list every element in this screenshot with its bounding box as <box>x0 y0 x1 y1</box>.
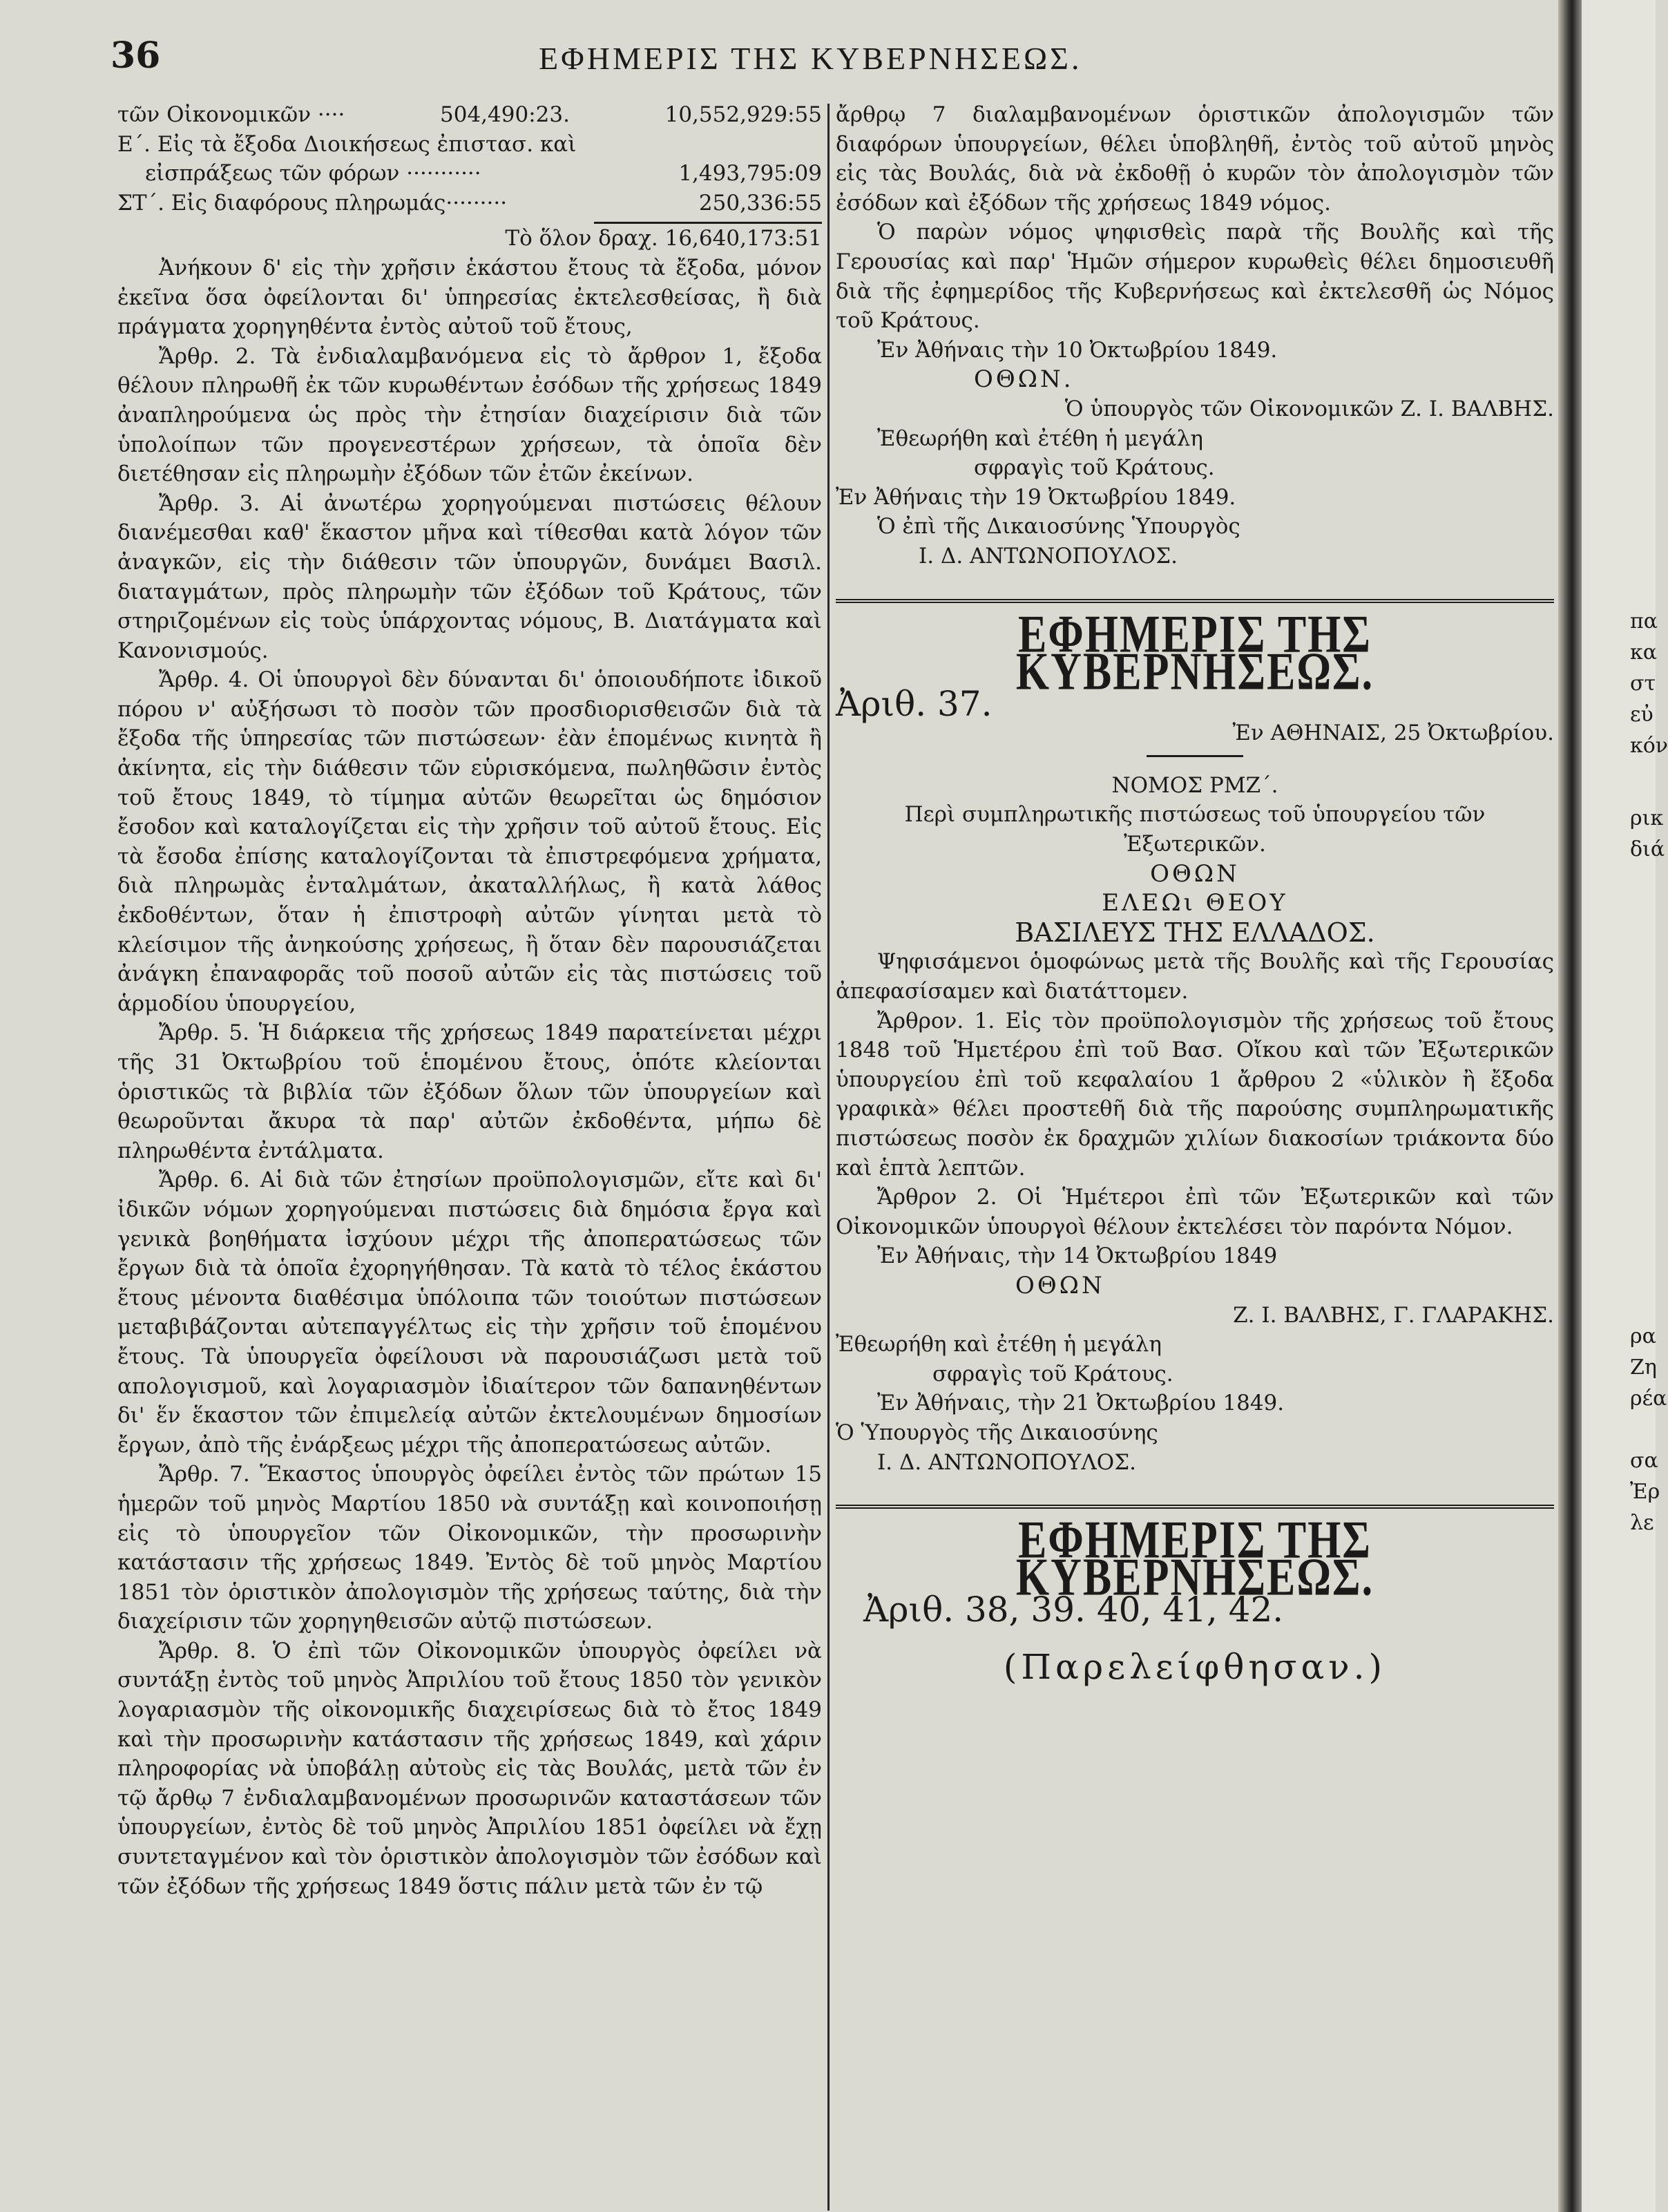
date-line: Ἐν Ἀθήναις τὴν 19 Ὀκτωβρίου 1849. <box>836 484 1236 510</box>
article-2: Ἄρθρον 2. Οἱ Ἡμέτεροι ἐπὶ τῶν Ἐξωτερικῶν καὶ τῶν Οἰκονομικῶν ὑπουργοὶ θέλουν ἐκτελέσει τὸν παρόντα Νόμον. <box>836 1185 1554 1239</box>
fragment: κα <box>1630 640 1658 665</box>
fragment: στ <box>1630 671 1656 696</box>
justice-minister-title: Ὁ ἐπὶ τῆς Δικαιοσύνης Ὑπουργὸς <box>877 514 1240 540</box>
law-title: ΝΟΜΟΣ ΡΜΖ΄. <box>1111 772 1278 798</box>
budget-label: τῶν Οἰκονομικῶν ···· <box>117 102 345 127</box>
fragment: διά <box>1630 837 1665 861</box>
fragment: σα <box>1630 1449 1658 1473</box>
fragment: Ἐρ <box>1630 1480 1660 1504</box>
minister-signatures: Ζ. Ι. ΒΑΛΒΗΣ, Γ. ΓΛΑΡΑΚΗΣ. <box>1233 1302 1554 1328</box>
issue-number: Ἀριθ. 37. <box>836 683 993 724</box>
fragment: ρα <box>1630 1324 1656 1348</box>
date-line: Ἐν Ἀθήναις, τὴν 21 Ὀκτωβρίου 1849. <box>877 1391 1285 1416</box>
article-4: Ἄρθρ. 4. Οἱ ὑπουργοὶ δὲν δύνανται δι' ὁποιουδήποτε ἰδικοῦ πόρου ν' αὐξήσωσι τὸ ποσὸν τῶν προσδιορισθεισῶν διὰ τὰ ἔξοδα τῆς ὑπηρεσίας τῶν πιστώσεων· ἐὰν ἑπομένως κινητὰ ἢ ἀκίνητα, εἰς τὴν διάθεσιν τῶν εὑρισκόμενα, πωληθῶσιν ἐντὸς τοῦ ἔτους 1849, τὸ τίμημα αὐτῶν θεωρεῖται ὡς δημόσιον ἔσοδον καὶ καταλογίζεται εἰς τὴν χρῆσιν τοῦ αὐτοῦ ἔτους. Εἰς τὰ ἔσοδα ἐπίσης καταλογίζονται τὰ ἐπιστρεφόμενα χρήματα, διὰ πληρωμὰς ἐνταλμάτων, ἀκαταλλήλως, ἢ κατὰ λάθος ἐκδοθέντων, ὅταν ἡ ἐπιστροφὴ αὐτῶν γίνηται μετὰ τὸ κλείσιμον τῆς ἀνηκούσης χρήσεως, ἢ ὅταν δὲν παρουσιάζεται ἀνάγκη ἐπαναφορᾶς τοῦ ποσοῦ αὐτῶν εἰς τὰς πιστώσεις τοῦ ἁρμοδίου ὑπουργείου, <box>117 667 822 1016</box>
dateline: Ἐν ΑΘΗΝΑΙΣ, 25 Ὀκτωβρίου. <box>1232 721 1554 746</box>
article-6: Ἄρθρ. 6. Αἱ διὰ τῶν ἐτησίων προϋπολογισμῶν, εἴτε καὶ δι' ἰδικῶν νόμων χορηγούμεναι πιστώσεις διὰ δημόσια ἔργα καὶ γενικὰ βοηθήματα ἰσχύουν μέχρι τῆς ἀποπερατώσεως τῶν ἔργων διὰ τὰ ὁποῖα ἐχορηγήθησαν. Τὰ κατὰ τὸ τέλος ἑκάστου ἔτους μένοντα διαθέσιμα ὑπόλοιπα τῶν τοιούτων πιστώσεων μεταβιβάζονται αὐτεπαγγέλτως εἰς τὴν χρῆσιν τοῦ ἑπομένου ἔτους. Τὰ ὑπουργεῖα ὀφείλουσι νὰ παρουσιάζωσι μετὰ τοῦ απολογισμοῦ, καὶ λογαριασμὸν ἰδιαίτερον τῶν δαπανηθέντων δι' ἕν ἕκαστον τῶν ἐπιμελείᾳ αὐτῶν ἐκτελουμένων δημοσίων ἔργων, ἀπὸ τῆς ἐνάρξεως μέχρι τῆς ἀποπερατώσεως αὐτῶν. <box>117 1167 822 1458</box>
budget-row <box>117 100 822 130</box>
page-header <box>111 35 1554 90</box>
fragment: πα <box>1630 609 1658 633</box>
seal-line: σφραγὶς τοῦ Κράτους. <box>974 455 1215 481</box>
paragraph: Ἀνήκουν δ' εἰς τὴν χρῆσιν ἑκάστου ἔτους τὰ ἔξοδα, μόνον ἐκεῖνα ὅσα ὀφείλονται δι' ὑπηρεσίας ἐκτελεσθείσας, ἢ διὰ πράγματα χορηγηθέντα ἐντὸς αὐτοῦ τοῦ ἔτους, <box>117 255 822 340</box>
article-2: Ἄρθρ. 2. Τὰ ἐνδιαλαμβανόμενα εἰς τὸ ἄρθρον 1, ἔξοδα θέλουν πληρωθῆ ἐκ τῶν κυρωθέντων ἐσόδων τῆς χρήσεως 1849 ἀναπληρούμενα ὡς πρὸς τὴν ἐτησίαν διαχείρισιν διὰ τῶν ὑπολοίπων τῶν προγενεστέρων χρήσεων, τὰ ὁποῖα δὲν διετέθησαν εἰς πληρωμὴν ἐξόδων τῶν ἐτῶν ἐκείνων. <box>117 343 822 487</box>
running-title: ΕΦΗΜΕΡΙΣ ΤΗΣ ΚΥΒΕΡΝΗΣΕΩΣ. <box>539 41 1082 76</box>
minister-signature: Ὁ ὑπουργὸς τῶν Οἰκονομικῶν Ζ. Ι. ΒΑΛΒΗΣ. <box>1064 396 1554 421</box>
left-column <box>117 100 822 1901</box>
budget-row <box>117 159 822 189</box>
binding-gutter <box>1558 0 1582 2212</box>
issue-numbers: Ἀριθ. 38, 39. 40, 41, 42. <box>863 1590 1284 1630</box>
article-1: Ἄρθρον. 1. Εἰς τὸν προϋπολογισμὸν τῆς χρήσεως τοῦ ἔτους 1848 τοῦ Ἡμετέρου ἐπὶ τοῦ Βασ. Οἴκου καὶ τῶν Ἐξωτερικῶν ὑπουργείου ἐπὶ τοῦ κεφαλαίου 1 ἄρθρου 2 «ὑλικὸν ἢ ἔξοδα γραφικὰ» θέλει προστεθῆ διὰ τῆς παρούσης συμπληρωματικῆς πιστώσεως ποσὸν ἐκ δραχμῶν χιλίων διακοσίων τριάκοντα δύο καὶ ἑπτὰ λεπτῶν. <box>836 1008 1554 1181</box>
column-divider <box>827 104 830 2211</box>
article-5: Ἄρθρ. 5. Ἡ διάρκεια τῆς χρήσεως 1849 παρατείνεται μέχρι τῆς 31 Ὀκτωβρίου τοῦ ἑπομένου ἔτους, ὁπότε κλείονται ὁριστικῶς τὰ βιβλία τῶν ἐξόδων ὅλων τῶν ὑπουργείων καὶ θεωροῦνται ἄκυρα τὰ παρ' αὐτῶν ἐκδοθέντα, μήπω δὲ πληρωθέντα ἐντάλματα. <box>117 1020 822 1163</box>
article-7: Ἄρθρ. 7. Ἕκαστος ὑπουργὸς ὀφείλει ἐντὸς τῶν πρώτων 15 ἡμερῶν τοῦ μηνὸς Μαρτίου 1850 νὰ συντάξῃ καὶ κοινοποιήσῃ εἰς τὸ ὑπουργεῖον τῶν Οἰκονομικῶν, τὴν προσωρινὴν κατάστασιν τῆς χρήσεως 1849. Ἐντὸς δὲ τοῦ μηνὸς Μαρτίου 1851 τὸν ὁριστικὸν ἀπολογισμὸν τῆς χρήσεως ταύτης, διὰ τὴν διαχείρισιν τῶν χορηγηθεισῶν αὐτῷ πιστώσεων. <box>117 1462 822 1634</box>
king-of-greece: ΒΑΣΙΛΕΥΣ ΤΗΣ ΕΛΛΑΔΟΣ. <box>1015 917 1375 948</box>
budget-sum: 10,552,929:55 <box>664 102 822 127</box>
short-rule <box>1147 755 1243 757</box>
justice-minister-name: Ι. Δ. ΑΝΤΩΝΟΠΟΥΛΟΣ. <box>877 1449 1136 1475</box>
section-rule <box>836 1505 1554 1509</box>
preamble: Ψηφισάμενοι ὁμοφώνως μετὰ τῆς Βουλῆς καὶ τῆς Γερουσίας ἀπεφασίσαμεν καὶ διατάττομεν. <box>836 949 1554 1004</box>
budget-label: εἰσπράξεως τῶν φόρων ··········· <box>145 161 481 187</box>
adjacent-page-edge <box>1582 0 1668 2212</box>
enactment-clause: Ὁ παρὼν νόμος ψηφισθεὶς παρὰ τῆς Βουλῆς καὶ τῆς Γερουσίας καὶ παρ' Ἡμῶν σήμερον κυρωθεὶς θέλει δημοσιευθῆ διὰ τῆς ἐφημερίδος τῆς Κυβερνήσεως καὶ ἐκτελεσθῆ ὡς Νόμος τοῦ Κράτους. <box>836 220 1554 334</box>
masthead: ΕΦΗΜΕΡΙΣ ΤΗΣ ΚΥΒΕΡΝΗΣΕΩΣ. <box>1015 604 1374 700</box>
law-subject: Περὶ συμπληρωτικῆς πιστώσεως τοῦ ὑπουργείου τῶν Ἐξωτερικῶν. <box>904 802 1486 857</box>
continuation-text: ἄρθρῳ 7 διαλαμβανομένων ὁριστικῶν ἀπολογισμῶν τῶν διαφόρων ὑπουργείων, θέλει ὑποβληθῆ, ἐντὸς τοῦ αὐτοῦ μηνὸς εἰς τὰς Βουλάς, διὰ νὰ ἐκδοθῇ ὁ κυρῶν τὸν ἀπολογισμὸν τῶν ἐσόδων καὶ ἐξόδων τῆς χρήσεως 1849 νόμος. <box>836 102 1554 216</box>
fragment: λε <box>1630 1511 1654 1535</box>
date-line: Ἐν Ἀθήναις τὴν 10 Ὀκτωβρίου 1849. <box>877 337 1278 363</box>
omitted-note: (Παρελείφθησαν.) <box>1003 1646 1387 1687</box>
fragment: ρικ <box>1630 806 1664 830</box>
seal-line: σφραγὶς τοῦ Κράτους. <box>932 1361 1173 1386</box>
budget-sum: 250,336:55 <box>698 190 822 216</box>
budget-sum: 1,493,795:09 <box>678 161 822 187</box>
seal-line: Ἐθεωρήθη καὶ ἐτέθη ἡ μεγάλη <box>877 426 1203 451</box>
fragment: κόν <box>1630 734 1668 758</box>
budget-row <box>117 130 822 160</box>
king-name: ΟΘΩΝ <box>1150 859 1240 888</box>
justice-minister-title: Ὁ Ὑπουργὸς τῆς Δικαιοσύνης <box>836 1420 1158 1445</box>
budget-total: Τὸ ὅλον δραχ. 16,640,173:51 <box>505 226 822 251</box>
fragment: ρέα <box>1630 1386 1667 1411</box>
budget-label: ΣΤ΄. Εἰς διαφόρους πληρωμάς········· <box>117 190 508 216</box>
king-signature: ΟΘΩΝ <box>1015 1271 1105 1299</box>
article-3: Ἄρθρ. 3. Αἱ ἀνωτέρω χορηγούμεναι πιστώσεις θέλουν διανέμεσθαι καθ' ἕκαστον μῆνα καὶ τίθεσθαι κατὰ λόγον τῶν ἀναγκῶν, εἰς τὴν διάθεσιν τῶν ὑπουργῶν, δυνάμει Βασιλ. διαταγμάτων, πρὸς πληρωμὴν τῶν ἐξόδων τοῦ Κράτους, τῶν στηριζομένων εἰς τοὺς ὑπάρχοντας νόμους, Β. Διατάγματα καὶ Κανονισμούς. <box>117 490 822 663</box>
fragment: Ζη <box>1630 1355 1657 1380</box>
page-number: 36 <box>111 35 161 77</box>
date-line: Ἐν Ἀθήναις, τὴν 14 Ὀκτωβρίου 1849 <box>877 1243 1278 1269</box>
by-grace-of-god: ΕΛΕΩι ΘΕΟΥ <box>1102 889 1288 917</box>
justice-minister-name: Ι. Δ. ΑΝΤΩΝΟΠΟΥΛΟΣ. <box>919 543 1178 569</box>
masthead: ΕΦΗΜΕΡΙΣ ΤΗΣ ΚΥΒΕΡΝΗΣΕΩΣ. <box>1015 1511 1374 1607</box>
budget-label: Ε΄. Εἰς τὰ ἔξοδα Διοικήσεως ἐπιστασ. καὶ <box>117 131 577 157</box>
king-signature: ΟΘΩΝ. <box>974 365 1074 394</box>
seal-line: Ἐθεωρήθη καὶ ἐτέθη ἡ μεγάλη <box>836 1332 1162 1357</box>
budget-row <box>117 189 822 218</box>
section-rule <box>836 599 1554 603</box>
budget-amount: 504,490:23. <box>440 102 570 127</box>
fragment: εὐ <box>1630 703 1653 727</box>
right-column <box>836 100 1554 1687</box>
article-8: Ἄρθρ. 8. Ὁ ἐπὶ τῶν Οἰκονομικῶν ὑπουργὸς ὀφείλει νὰ συντάξῃ ἐντὸς τοῦ μηνὸς Ἀπριλίου τοῦ ἔτους 1850 τὸν γενικὸν λογαριασμὸν τῆς οἰκονομικῆς διαχειρίσεως διὰ τὸ ἔτος 1849 καὶ τὴν προσωρινὴν κατάστασιν τῆς χρήσεως 1849, καὶ χάριν πληροφορίας νὰ ὑποβάλῃ αὐτοὺς εἰς τὰς Βουλάς, μετὰ τῶν ἐν τῷ ἄρθῳ 7 ἐνδιαλαμβανομένων προσωρινῶν καταστάσεων τῶν ὑπουργείων, ἐντὸς δὲ τοῦ μηνὸς Ἀπριλίου 1851 ὀφείλει νὰ ἔχῃ συντεταγμένον καὶ τὸν ὁριστικὸν ἀπολογισμὸν τῶν ἐσόδων καὶ τῶν ἐξόδων τῆς χρήσεως 1849 ὅστις πάλιν μετὰ τῶν ἐν τῷ <box>117 1638 822 1899</box>
